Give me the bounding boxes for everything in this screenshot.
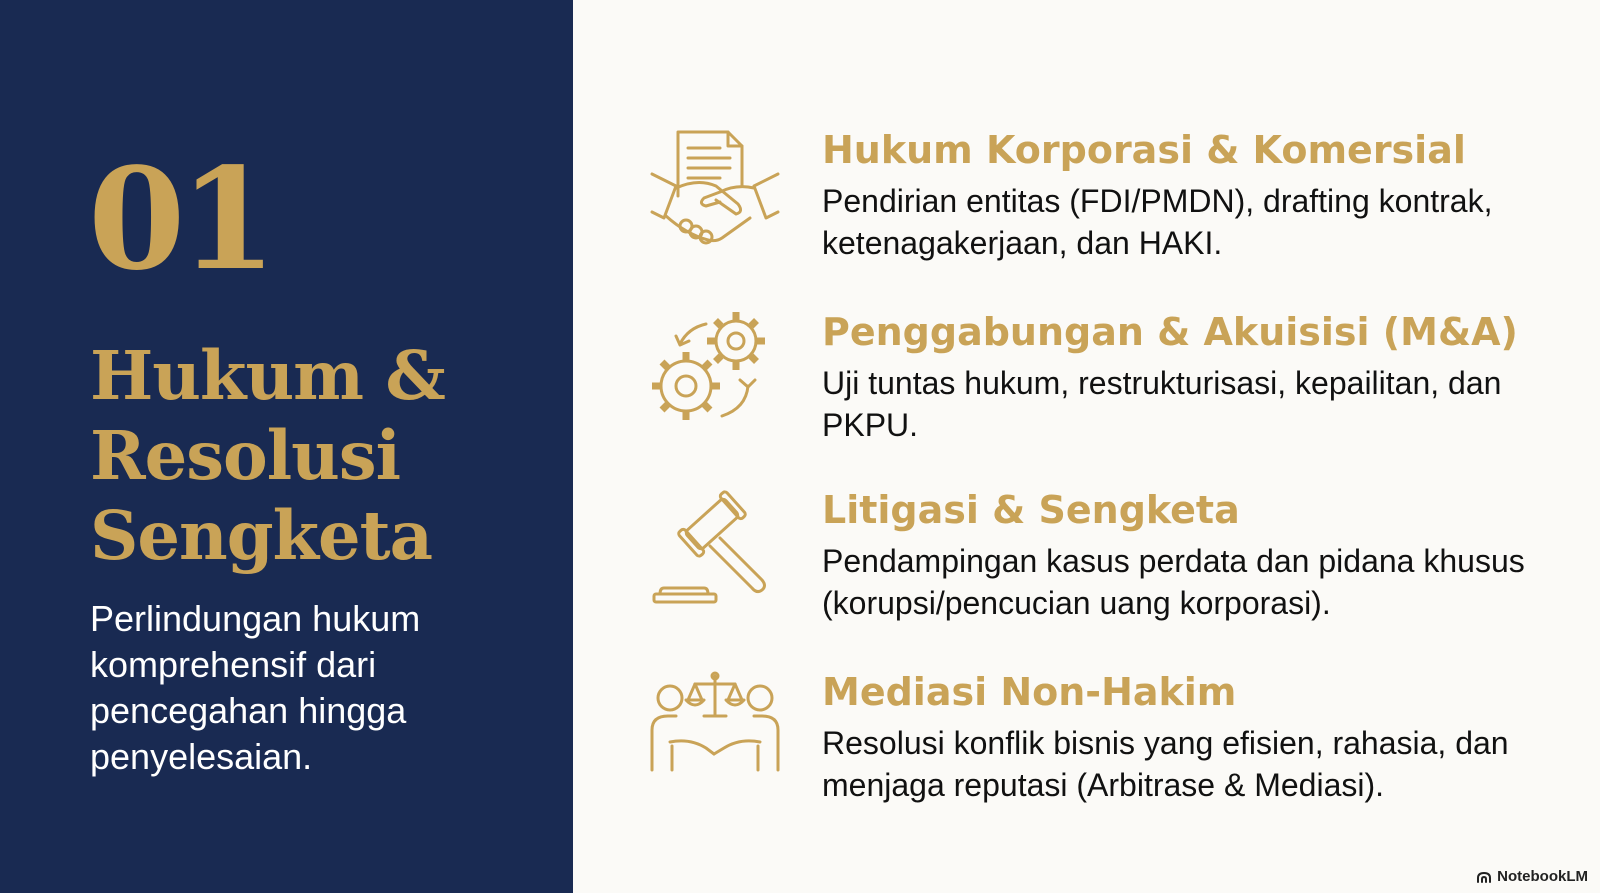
- service-title: Hukum Korporasi & Komersial: [822, 128, 1466, 172]
- service-item-mergers-acquisitions: [650, 310, 1570, 460]
- service-item-mediation: [650, 670, 1570, 820]
- gears-cycle-icon: [650, 310, 780, 440]
- gavel-icon: [650, 488, 780, 618]
- section-subtitle: Perlindungan hukum komprehensif dari pencegahan hingga penyelesaian.: [90, 598, 421, 777]
- service-title: Penggabungan & Akuisisi (M&A): [822, 310, 1518, 354]
- service-title: Litigasi & Sengketa: [822, 488, 1240, 532]
- section-number: 01: [88, 138, 271, 302]
- service-description: Resolusi konflik bisnis yang efisien, rahasia, dan menjaga reputasi (Arbitrase & Mediasi).: [822, 725, 1509, 803]
- handshake-document-icon: [650, 128, 780, 258]
- service-title: Mediasi Non-Hakim: [822, 670, 1237, 714]
- section-title: Hukum & Resolusi Sengketa: [90, 336, 445, 575]
- service-description: Uji tuntas hukum, restrukturisasi, kepailitan, dan PKPU.: [822, 365, 1502, 443]
- left-panel: [0, 0, 573, 893]
- watermark-label: NotebookLM: [1497, 868, 1588, 885]
- service-item-litigation: [650, 488, 1570, 638]
- service-item-corporate-law: [650, 128, 1570, 278]
- notebooklm-watermark: [1476, 868, 1588, 885]
- service-description: Pendampingan kasus perdata dan pidana khusus (korupsi/pencucian uang korporasi).: [822, 543, 1525, 621]
- notebooklm-logo-icon: [1476, 871, 1492, 883]
- mediation-scales-icon: [650, 670, 780, 800]
- service-description: Pendirian entitas (FDI/PMDN), drafting kontrak, ketenagakerjaan, dan HAKI.: [822, 183, 1493, 261]
